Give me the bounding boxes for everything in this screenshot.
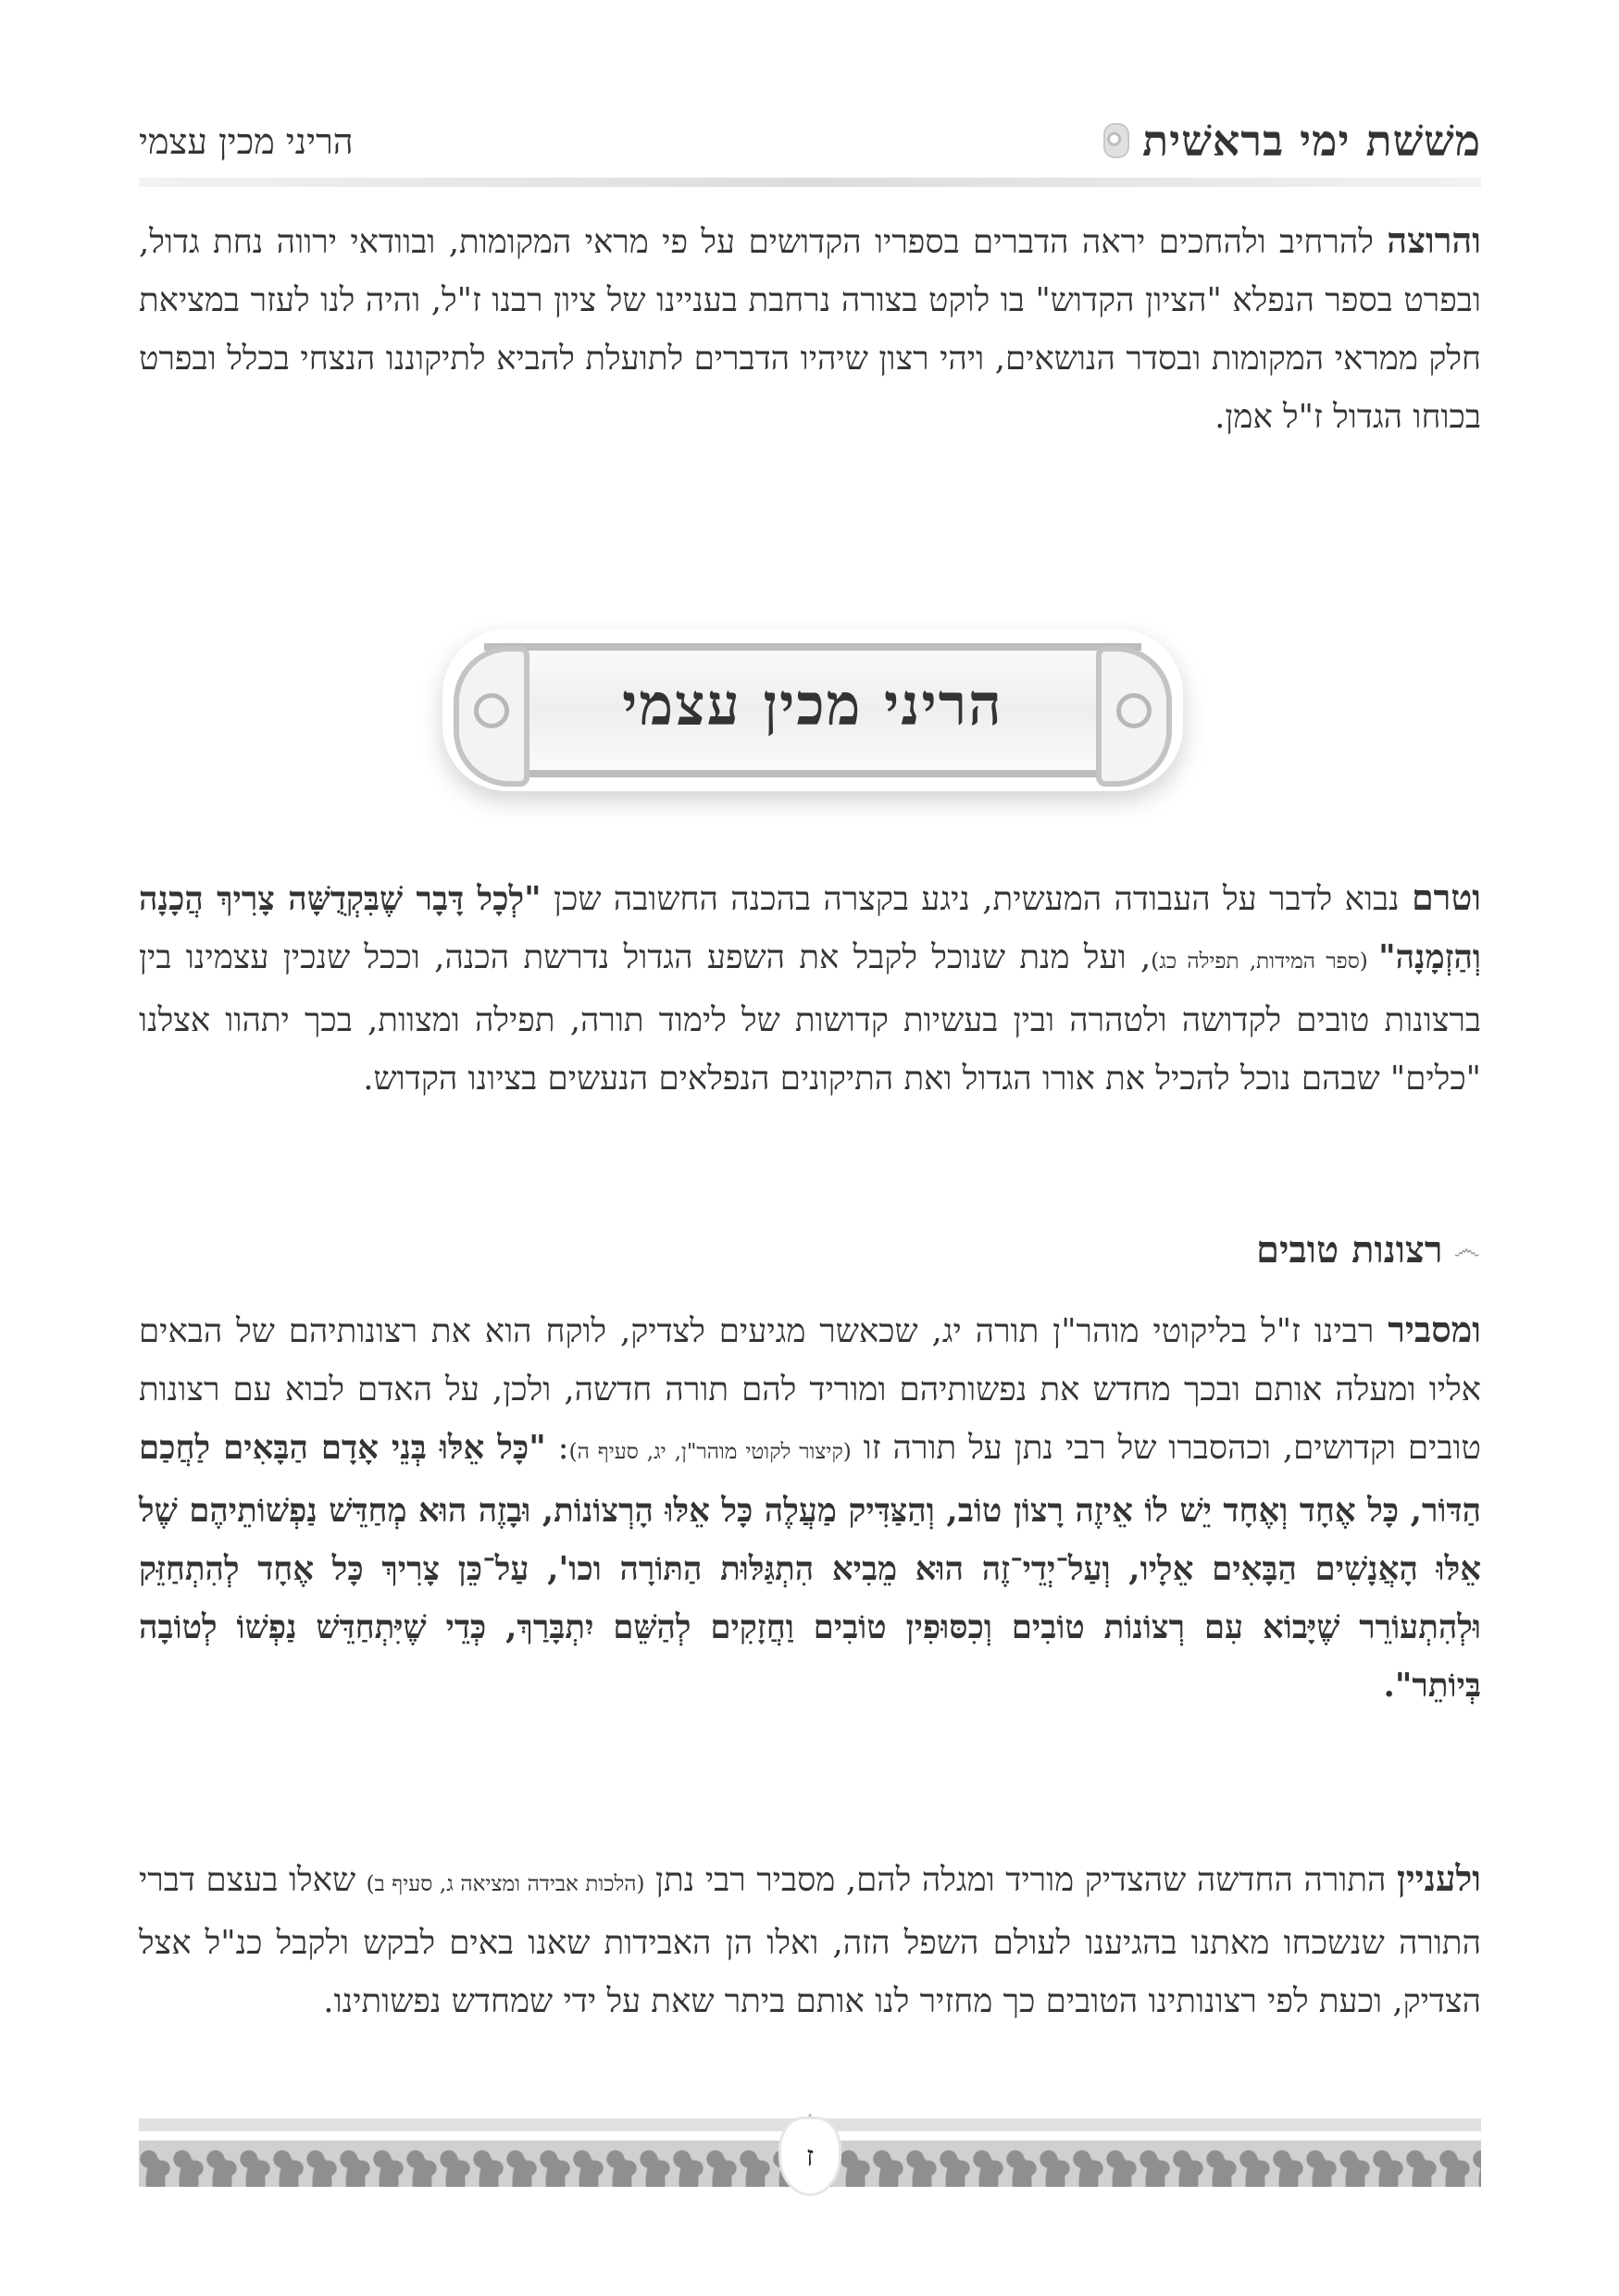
paragraph-text: שאלו בעצם דברי התורה שנשכחו מאתנו בהגיענו לעולם השפל הזה, ואלו הן האבידות שאנו באים לבקש ולקבל כנ"ל אצל הצדיק, וכעת לפי רצונותינו הטובים כך מחזיר לנו אותם ביתר שאת על ידי שמחדש נפשותינו. xyxy=(139,1861,1481,2020)
paragraph-lead-word: ומסביר xyxy=(1388,1309,1481,1350)
chapter-title: הריני מכין עצמי xyxy=(622,671,1003,738)
page-number xyxy=(781,2119,839,2193)
paragraph-lead-word: וטרם xyxy=(1411,876,1481,918)
paragraph-lead-word: ולעניין xyxy=(1397,1857,1481,1899)
running-book-title xyxy=(1103,116,1481,166)
paragraph-text: רבינו ז"ל בליקוטי מוהר"ן תורה יג, שכאשר מגיעים לצדיק, לוקח הוא את רצונותיהם של הבאים אליו ומעלה אותם ובכך מחדש את נפשותיהם ומוריד להם תורה חדשה, ולכן, על האדם לבוא עם רצונות טובים וקדושים, וכהסברו של רבי נתן על תורה זו xyxy=(139,1312,1481,1467)
paragraph-text: להרחיב ולהחכים יראה הדברים בספריו הקדושים על פי מראי המקומות, ובוודאי ירווה נחת גדול, ובפרט בספר הנפלא "הציון הקדוש" בו לוקט בצורה נרחבת בעניינו של ציון רבנו ז"ל, והיה לנו לעזר במציאת חלק ממראי המקומות ובסדר הנושאים, ויהי רצון שיהיו הדברים לתועלת להביא לתיקוננו הנצחי בכלל ובפרט בכוחו הגדול ז"ל אמן. xyxy=(139,223,1481,436)
running-section-title: הריני מכין עצמי xyxy=(139,121,354,162)
paragraph-text: , ועל מנת שנוכל לקבל את השפע הגדול נדרשת הכנה, וככל שנכין עצמינו בין ברצונות טובים לקדושה ולטהרה ובין בעשיות קדושות של לימוד תורה, תפילה ומצוות, בכך יתהוו אצלנו "כלים" שבהם נוכל להכיל את אורו הגדול ואת התיקונים הנפלאים הנעשים בציונו הקדוש. xyxy=(139,938,1481,1098)
page-number-label: ז xyxy=(805,2140,815,2173)
subheading-good-desires xyxy=(1256,1228,1480,1272)
header-divider xyxy=(139,178,1481,187)
paragraph-rebbe-explains xyxy=(139,1300,1481,1715)
intro-paragraph xyxy=(139,211,1481,446)
citation: (קיצור לקוטי מוהר"ן, יג, סעיף ה) xyxy=(568,1440,852,1464)
quoted-source: "לְכָל דָּבָר שֶׁבִּקְדֻשָּׁה צָרִיךְ הֲכָנָה וְהַזְמָנָה" xyxy=(139,880,1482,976)
colon: : xyxy=(545,1429,569,1467)
paragraph-text: התורה החדשה שהצדיק מוריד ומגלה להם, מסביר רבי נתן xyxy=(644,1861,1398,1899)
subheading-label: רצונות טובים xyxy=(1256,1228,1443,1272)
paragraph-text: נבוא לדבר על העבודה המעשית, ניגע בקצרה בהכנה החשובה שכן xyxy=(541,880,1412,918)
book-title-text: משׁשׁת ימי בראשׁית xyxy=(1142,116,1481,166)
chapter-title-banner xyxy=(442,629,1183,791)
paragraph-new-torah xyxy=(139,1849,1481,2030)
paragraph-lead-word: והרוצה xyxy=(1387,219,1481,261)
paragraph-preparation xyxy=(139,868,1481,1108)
ornament-icon xyxy=(1103,123,1129,158)
citation: (ספר המידות, תפילה כג) xyxy=(1151,949,1379,974)
quoted-source: "כָּל אֵלּוּ בְּנֵי אָדָם הַבָּאִים לַחֲכַם הַדּוֹר, כָּל אֶחָד וְאֶחָד יֵשׁ לוֹ אֵיזֶה רָצוֹן טוֹב, וְהַצַּדִּיק מַעֲלֶה כָּל אֵלּוּ הָרְצוֹנוֹת, וּבָזֶה הוּא מְחַדֵּשׁ נַפְשׁוֹתֵיהֶם שֶׁל אֵלּוּ הָאֲנָשִׁים הַבָּאִים אֵלָיו, וְעַל־יְדֵי־זֶה הוּא מֵבִיא הִתְגַּלּוּת הַתּוֹרָה וכו', עַל־כֵּן צָרִיךְ כָּל אֶחָד לְהִתְחַזֵּק וּלְהִתְעוֹרֵר שֶׁיָּבוֹא עִם רְצוֹנוֹת טוֹבִים וְכִסּוּפִין טוֹבִים וַחֲזָקִים לְהַשֵּׁם יִתְבָּרַךְ, כְּדֵי שֶׁיִּתְחַדֵּשׁ נַפְשׁוֹ לְטוֹבָה בְּיוֹתֵר". xyxy=(139,1429,1481,1705)
page-header xyxy=(139,116,1481,180)
scroll-flourish-icon: ෴ xyxy=(1453,1234,1480,1266)
citation: (הלכות אבידה ומציאה ג, סעיף ב) xyxy=(366,1872,645,1896)
